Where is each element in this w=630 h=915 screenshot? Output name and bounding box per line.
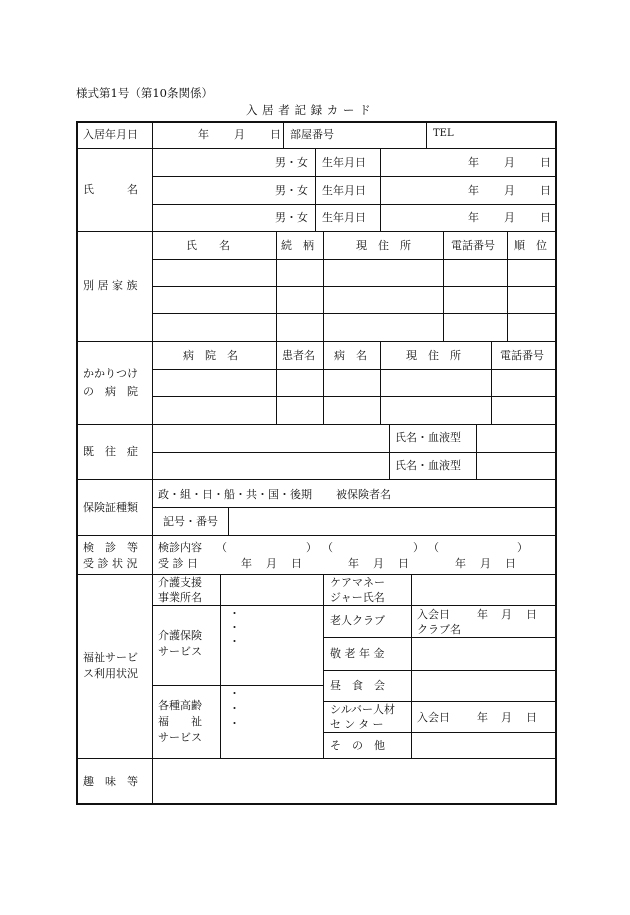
bullet-item: ・ xyxy=(229,687,240,700)
silver-center-label-line2: センター xyxy=(330,718,387,731)
insurance-types[interactable]: 政・組・日・船・共・国・後期 xyxy=(158,488,312,501)
various-service-label-line2: 福 祉 xyxy=(158,715,202,728)
club-month: 月 xyxy=(501,608,512,621)
birth-date-label: 生年月日 xyxy=(322,184,366,197)
bullet-item: ・ xyxy=(229,717,240,730)
paren-open: （ xyxy=(216,541,227,554)
hospital-header-phone: 電話番号 xyxy=(500,349,544,362)
care-manager-label-line2: ジャー氏名 xyxy=(330,591,385,604)
birth-day-label: 日 xyxy=(540,156,551,169)
move-in-date-label: 入居年月日 xyxy=(83,128,138,141)
move-in-month-label: 月 xyxy=(234,128,245,141)
family-header-phone: 電話番号 xyxy=(451,239,495,252)
paren-open: （ xyxy=(428,541,439,554)
care-office-label-line1: 介護支援 xyxy=(158,576,202,589)
hospital-header-disease: 病 名 xyxy=(334,349,367,362)
silver-year: 年 xyxy=(477,711,488,724)
birth-day-label: 日 xyxy=(540,184,551,197)
hospital-label-line1: かかりつけ xyxy=(83,367,138,380)
family-header-address: 現 住 所 xyxy=(356,239,411,252)
name-section-label: 氏 名 xyxy=(83,183,138,196)
care-manager-label-line1: ケアマネー xyxy=(330,576,385,589)
welfare-label-line1: 福祉サービ xyxy=(83,651,138,664)
move-in-day-label: 日 xyxy=(270,128,281,141)
respect-pension-label: 敬 老 年 金 xyxy=(330,647,385,660)
medical-history-label: 既 往 症 xyxy=(83,445,138,458)
insured-name-label: 被保険者名 xyxy=(336,488,391,501)
checkup-day: 日 xyxy=(505,557,516,570)
hospital-header-address: 現 住 所 xyxy=(406,349,461,362)
club-year: 年 xyxy=(477,608,488,621)
sex-option[interactable]: 男・女 xyxy=(275,211,308,224)
checkup-day: 日 xyxy=(291,557,302,570)
form-title: 入 居 者 記 録 カ ー ド xyxy=(246,103,372,117)
checkup-month: 月 xyxy=(266,557,277,570)
paren-open: （ xyxy=(322,541,333,554)
symbol-number-label: 記号・番号 xyxy=(163,515,218,528)
birth-year-label: 年 xyxy=(468,184,479,197)
birth-year-label: 年 xyxy=(468,156,479,169)
birth-month-label: 月 xyxy=(504,156,515,169)
checkup-label-line2: 受 診 状 況 xyxy=(83,557,138,570)
silver-join-date-label: 入会日 xyxy=(417,711,450,724)
club-join-date-label: 入会日 xyxy=(417,608,450,621)
bullet-item: ・ xyxy=(229,635,240,648)
family-header-relation: 続 柄 xyxy=(281,239,314,252)
family-label: 別 居 家 族 xyxy=(83,279,138,292)
tel-label: TEL xyxy=(433,128,454,139)
checkup-label-line1: 検 診 等 xyxy=(83,541,138,554)
checkup-month: 月 xyxy=(373,557,384,570)
family-header-name: 氏 名 xyxy=(186,239,230,252)
various-service-label-line3: サービス xyxy=(158,731,202,744)
family-header-priority: 順 位 xyxy=(514,239,547,252)
silver-center-label-line1: シルバー人材 xyxy=(330,703,395,716)
checkup-day: 日 xyxy=(398,557,409,570)
care-service-label-line2: サービス xyxy=(158,645,202,658)
paren-close: ） xyxy=(306,541,317,554)
hospital-header-name: 病 院 名 xyxy=(183,349,238,362)
bullet-item: ・ xyxy=(229,621,240,634)
birth-day-label: 日 xyxy=(540,211,551,224)
checkup-content-label: 検診内容 xyxy=(158,541,202,554)
sex-option[interactable]: 男・女 xyxy=(275,156,308,169)
silver-day: 日 xyxy=(526,711,537,724)
various-service-label-line1: 各種高齢 xyxy=(158,699,202,712)
checkup-month: 月 xyxy=(480,557,491,570)
insurance-label: 保険証種類 xyxy=(83,501,138,514)
checkup-year: 年 xyxy=(241,557,252,570)
birth-month-label: 月 xyxy=(504,184,515,197)
name-blood-type-label: 氏名・血液型 xyxy=(395,431,461,444)
care-service-label-line1: 介護保険 xyxy=(158,629,202,642)
form-header: 様式第1号（第10条関係） xyxy=(76,86,213,100)
birth-date-label: 生年月日 xyxy=(322,211,366,224)
hobby-label: 趣 味 等 xyxy=(83,775,138,788)
birth-month-label: 月 xyxy=(504,211,515,224)
lunch-label: 昼 食 会 xyxy=(330,679,385,692)
paren-close: ） xyxy=(413,541,424,554)
other-label: そ の 他 xyxy=(330,739,385,752)
bullet-item: ・ xyxy=(229,702,240,715)
move-in-year-label: 年 xyxy=(198,128,209,141)
hospital-header-patient: 患者名 xyxy=(282,349,315,362)
sex-option[interactable]: 男・女 xyxy=(275,184,308,197)
name-blood-type-label: 氏名・血液型 xyxy=(395,459,461,472)
checkup-date-label: 受 診 日 xyxy=(158,557,198,570)
club-day: 日 xyxy=(526,608,537,621)
hospital-label-line2: の 病 院 xyxy=(83,385,138,398)
silver-month: 月 xyxy=(501,711,512,724)
form-table xyxy=(76,121,557,805)
room-number-label: 部屋番号 xyxy=(290,128,334,141)
welfare-label-line2: ス利用状況 xyxy=(83,667,138,680)
checkup-year: 年 xyxy=(455,557,466,570)
birth-year-label: 年 xyxy=(468,211,479,224)
elderly-club-label: 老人クラブ xyxy=(330,614,385,627)
bullet-item: ・ xyxy=(229,607,240,620)
care-office-label-line2: 事業所名 xyxy=(158,591,202,604)
paren-close: ） xyxy=(517,541,528,554)
checkup-year: 年 xyxy=(348,557,359,570)
birth-date-label: 生年月日 xyxy=(322,156,366,169)
club-name-label: クラブ名 xyxy=(417,623,461,636)
